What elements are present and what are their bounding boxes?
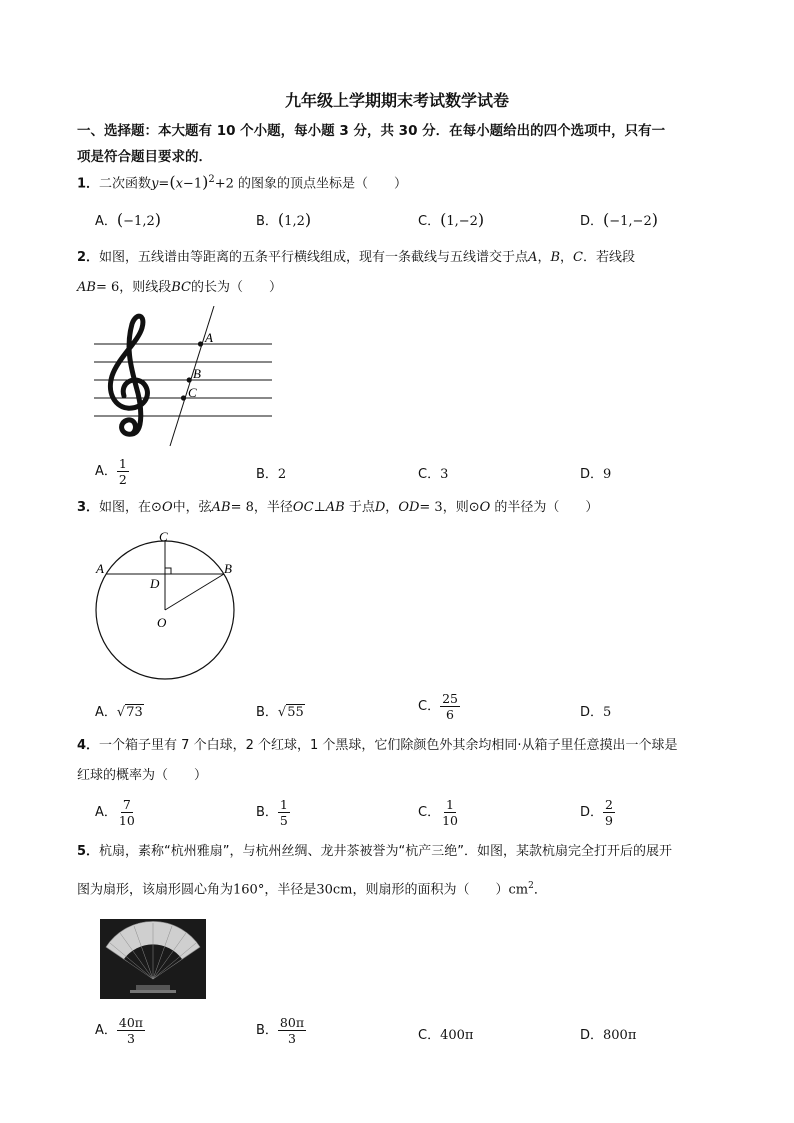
option-label: B． <box>256 805 278 820</box>
label-b: B <box>193 366 201 381</box>
option-label: A． <box>95 805 117 820</box>
q1-option-d[interactable]: D．(−1,−2) <box>580 210 658 229</box>
equals: = <box>158 176 170 192</box>
label-c: C <box>159 529 168 544</box>
denominator: 10 <box>442 813 458 828</box>
q3-text: 的半径为（ ） <box>494 500 599 515</box>
fan-stand <box>136 985 170 990</box>
label-o: O <box>157 615 167 630</box>
plus-two: +2 <box>214 176 234 192</box>
radicand: 55 <box>287 705 304 720</box>
numerator: 80π <box>279 1015 305 1030</box>
point-o: O <box>479 500 491 515</box>
option-label: C． <box>418 214 441 229</box>
option-label: D． <box>580 214 604 229</box>
q2-text: 的长为（ ） <box>191 280 283 295</box>
q4-option-d[interactable] <box>580 797 615 828</box>
option-label: C． <box>418 699 441 714</box>
fraction <box>278 1015 306 1046</box>
radius-value: 30cm <box>316 882 353 898</box>
question-2 <box>77 248 635 268</box>
minus-one: −1 <box>182 176 203 192</box>
var-y: y <box>151 176 159 192</box>
q5-option-a[interactable] <box>95 1015 145 1046</box>
transversal-line <box>170 306 214 446</box>
q1-option-a[interactable]: A．(−1,2) <box>95 210 161 229</box>
q3-option-d[interactable] <box>580 701 611 720</box>
q5-option-d[interactable] <box>580 1024 636 1043</box>
radicand: 73 <box>126 705 143 720</box>
unit: cm <box>508 882 529 898</box>
period: ． <box>533 882 547 898</box>
option-value: 9 <box>603 467 612 482</box>
question-number: 2． <box>77 250 100 265</box>
q3-text: ，半径 <box>253 500 293 515</box>
radius-oc: OC <box>292 500 314 515</box>
option-label: C． <box>418 467 441 482</box>
q3-option-a[interactable] <box>95 701 144 720</box>
q5-option-c[interactable] <box>418 1024 473 1043</box>
numerator: 7 <box>122 797 131 812</box>
denominator: 5 <box>279 813 288 828</box>
var-x: x <box>175 176 183 192</box>
q5-text: ，则扇形的面积为（ ） <box>352 882 509 898</box>
q2-option-a[interactable] <box>95 456 129 487</box>
option-value: −1,−2 <box>609 214 652 229</box>
option-label: B． <box>256 1023 278 1038</box>
option-label: D． <box>580 467 604 482</box>
point-b: B <box>550 250 561 265</box>
segment-bc: BC <box>171 280 192 295</box>
option-label: B． <box>256 705 278 720</box>
q4-text: 一个箱子里有 7 个白球，2 个红球，1 个黑球，它们除颜色外其余均相同·从箱子里任意摸出一个球是 <box>99 738 678 753</box>
q1-option-b[interactable]: B．(1,2) <box>256 210 312 229</box>
label-b: B <box>224 561 232 576</box>
q2-text: ．若线段 <box>583 250 636 265</box>
denominator: 6 <box>446 707 454 722</box>
question-5-line-2 <box>77 876 547 900</box>
option-value: 400π <box>440 1028 474 1043</box>
option-value: 5 <box>603 705 612 720</box>
q2-option-d[interactable] <box>580 463 611 482</box>
fan-photo <box>100 919 206 999</box>
unit-exponent: 2 <box>528 881 534 891</box>
comma: ， <box>560 250 574 265</box>
q2-option-b[interactable] <box>256 463 286 482</box>
option-label: B． <box>256 467 278 482</box>
question-1: 1．二次函数$y=(x-1)^2+2$ 的图象的顶点坐标是（ ） <box>77 172 408 192</box>
denominator: 3 <box>288 1031 296 1046</box>
q3-option-b[interactable] <box>256 701 305 720</box>
denominator: 9 <box>605 813 613 828</box>
label-d: D <box>150 576 160 591</box>
option-value: 3 <box>440 467 449 482</box>
fraction <box>440 691 460 722</box>
q5-text: 图为扇形，该扇形圆心角为 <box>77 882 234 898</box>
equals-eight: = 8 <box>230 500 254 515</box>
label-a: A <box>205 330 213 345</box>
fraction <box>117 797 137 828</box>
numerator: 40π <box>118 1015 144 1030</box>
option-value: 2 <box>277 467 287 482</box>
denominator: 2 <box>118 472 127 487</box>
point-b-dot <box>187 377 192 382</box>
denominator: 10 <box>118 813 135 828</box>
section-line-1: 一、选择题：本大题有 10 个小题，每小题 3 分，共 30 分．在每小题给出的四个选项中，只有一 <box>77 123 666 139</box>
q5-option-b[interactable] <box>256 1015 306 1046</box>
option-label: A． <box>95 1023 117 1038</box>
staff-figure <box>92 306 277 452</box>
angle-value: 160° <box>233 882 265 898</box>
question-4-line-2 <box>77 766 207 786</box>
point-o: O <box>161 500 173 515</box>
point-a-dot <box>198 341 203 346</box>
q4-text: 红球的概率为（ ） <box>77 768 208 783</box>
point-c: C <box>573 250 583 265</box>
option-value: 1,2 <box>284 214 305 229</box>
q3-text: ，则⊙ <box>442 500 480 515</box>
exponent: 2 <box>208 174 215 185</box>
q3-text: ， <box>385 500 399 515</box>
denominator: 3 <box>126 1031 135 1046</box>
option-label: A． <box>95 464 117 479</box>
q4-option-a[interactable] <box>95 797 137 828</box>
option-label: C． <box>418 1028 441 1043</box>
point-d: D <box>374 500 386 515</box>
q2-text: ，则线段 <box>119 280 172 295</box>
q5-text: 杭扇，素称“杭州雅扇”，与杭州丝绸、龙井茶被誉为“杭产三绝”．如图，某款杭扇完全打开后的展开 <box>99 844 672 859</box>
option-value: 1,−2 <box>446 214 478 229</box>
label-a: A <box>96 561 104 576</box>
option-label: D． <box>580 1028 604 1043</box>
fraction <box>278 797 290 828</box>
question-2-line-2 <box>77 278 282 298</box>
option-label: A． <box>95 214 117 229</box>
question-3 <box>77 498 598 518</box>
comma: ， <box>537 250 551 265</box>
circle-figure <box>90 526 250 688</box>
fraction <box>117 456 129 487</box>
question-4 <box>77 736 678 756</box>
segment-ob <box>165 574 224 610</box>
option-value: −1,2 <box>123 214 155 229</box>
q3-text: 如图，在⊙ <box>99 500 162 515</box>
point-a: A <box>528 250 538 265</box>
segment-od: OD <box>398 500 420 515</box>
sqrt: √73 <box>116 705 143 720</box>
question-number: 4． <box>77 738 100 753</box>
segment-ab: AB <box>77 280 96 295</box>
section-line-2: 项是符合题目要求的． <box>77 149 212 165</box>
q4-option-b[interactable] <box>256 797 290 828</box>
numerator: 2 <box>605 797 613 812</box>
fraction <box>117 1015 145 1046</box>
q1-option-c[interactable]: C．(1,−2) <box>418 210 485 229</box>
equals-six: = 6 <box>95 280 120 295</box>
option-label: D． <box>580 705 604 720</box>
option-label: D． <box>580 805 604 820</box>
sqrt: √55 <box>277 705 304 720</box>
question-number: 5． <box>77 844 100 859</box>
fraction <box>440 797 460 828</box>
chord-ab: AB <box>211 500 231 515</box>
chord-ab: AB <box>325 500 345 515</box>
page-title: 九年级上学期期末考试数学试卷 <box>284 91 509 110</box>
right-angle-mark <box>165 568 171 574</box>
option-value: 800π <box>603 1028 637 1043</box>
section-header <box>77 118 757 170</box>
perp-symbol: ⊥ <box>313 500 326 515</box>
q3-text: 于点 <box>348 500 375 515</box>
q3-option-c[interactable] <box>418 691 460 722</box>
numerator: 25 <box>442 691 458 706</box>
q2-text: 如图，五线谱由等距离的五条平行横线组成，现有一条截线与五线谱交于点 <box>99 250 529 265</box>
question-5 <box>77 842 672 862</box>
question-number: 3． <box>77 500 100 515</box>
numerator: 1 <box>118 456 127 471</box>
q3-text: 中，弦 <box>172 500 212 515</box>
option-label: B． <box>256 214 278 229</box>
fraction <box>603 797 615 828</box>
q4-option-c[interactable] <box>418 797 460 828</box>
question-number: 1． <box>77 176 100 192</box>
numerator: 1 <box>446 797 454 812</box>
option-label: A． <box>95 705 117 720</box>
numerator: 1 <box>279 797 288 812</box>
q1-text-post: 的图象的顶点坐标是（ ） <box>238 176 408 192</box>
q5-text: ，半径是 <box>264 882 317 898</box>
label-c: C <box>188 385 197 400</box>
point-c-dot <box>181 395 186 400</box>
equals-three: = 3 <box>419 500 443 515</box>
q2-option-c[interactable] <box>418 463 448 482</box>
q1-text-pre: 二次函数 <box>99 176 152 192</box>
option-label: C． <box>418 805 441 820</box>
